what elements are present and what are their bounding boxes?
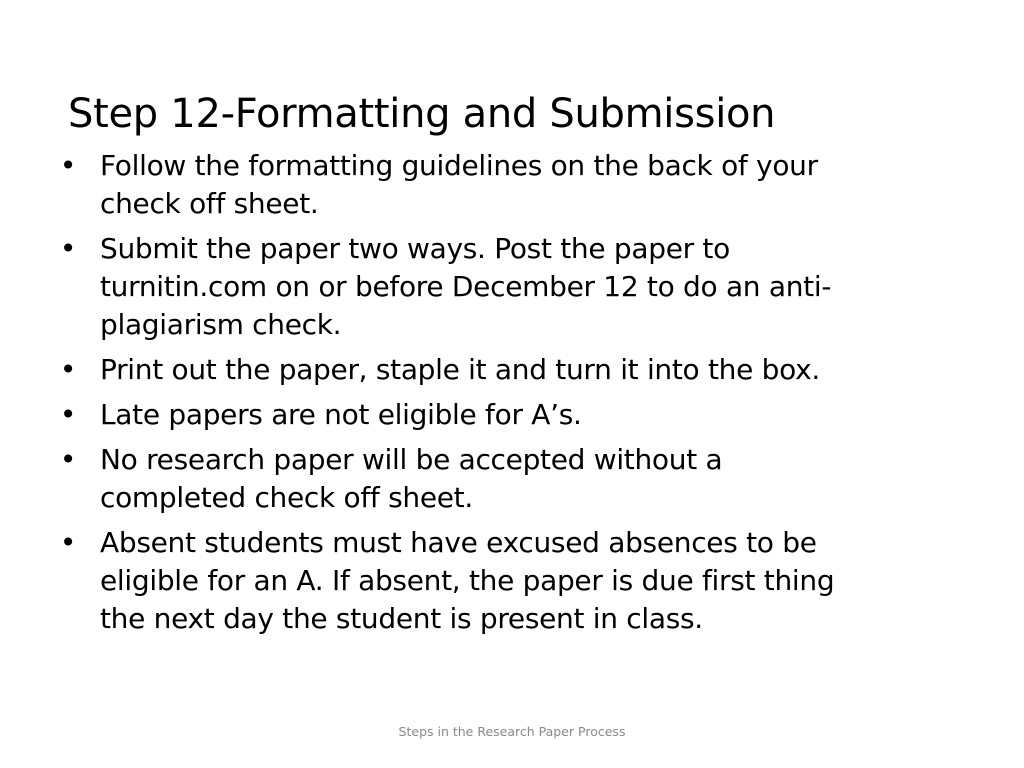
bullet-icon: •	[59, 232, 77, 265]
slide-footer: Steps in the Research Paper Process	[398, 724, 626, 739]
slide-title: Step 12-Formatting and Submission	[68, 91, 776, 137]
bullet-text: Submit the paper two ways. Post the paper to turnitin.com on or before December 12 to do an anti-plagiarism check.	[100, 232, 832, 341]
bullet-icon: •	[59, 398, 77, 431]
bullet-text: Absent students must have excused absences to be eligible for an A. If absent, the paper is due first thing the next day the student is present in class.	[100, 526, 835, 635]
bullet-item	[58, 524, 858, 638]
bullet-icon: •	[59, 149, 77, 182]
bullet-item	[58, 230, 858, 344]
bullet-icon: •	[59, 353, 77, 386]
bullet-item	[58, 441, 858, 517]
bullet-list	[58, 147, 858, 645]
bullet-text: Print out the paper, staple it and turn it into the box.	[100, 353, 820, 386]
bullet-text: Follow the formatting guidelines on the back of your check off sheet.	[100, 149, 818, 220]
bullet-item	[58, 351, 858, 389]
bullet-text: Late papers are not eligible for A’s.	[100, 398, 582, 431]
bullet-icon: •	[59, 443, 77, 476]
bullet-item	[58, 147, 858, 223]
bullet-item	[58, 396, 858, 434]
bullet-icon: •	[59, 526, 77, 559]
bullet-text: No research paper will be accepted without a completed check off sheet.	[100, 443, 723, 514]
